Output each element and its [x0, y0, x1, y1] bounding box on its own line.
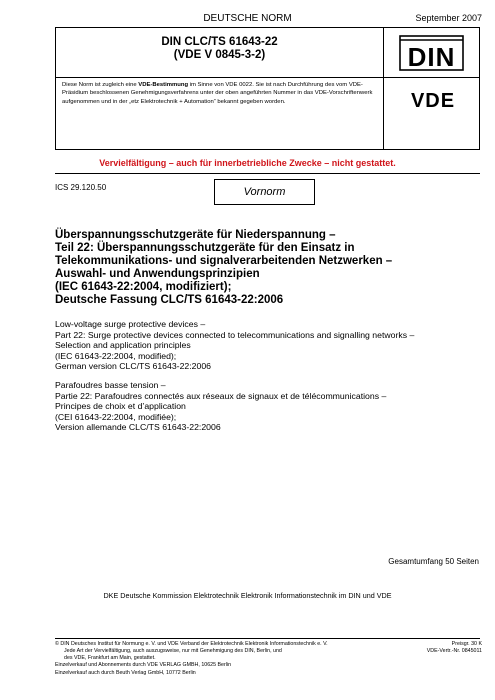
german-title-line: Überspannungsschutzgeräte für Niederspannung – — [55, 229, 336, 241]
english-title-line: Part 22: Surge protective devices connected to telecommunications and signalling networks – — [55, 329, 415, 340]
english-title-line: Low-voltage surge protective devices – — [55, 319, 206, 329]
vde-classification-number: (VDE V 0845-3-2) — [173, 49, 266, 61]
german-title — [55, 229, 480, 307]
french-title-line: Parafoudres basse tension – — [55, 380, 166, 390]
german-title-line: Teil 22: Überspannungsschutzgeräte für den Einsatz in — [55, 242, 355, 254]
price-group: Preisgr. 30 K — [451, 641, 482, 647]
copyright-notice — [55, 641, 385, 662]
din-logo-text: DIN — [407, 42, 456, 71]
din-logo — [399, 35, 464, 71]
notice-bold-term: VDE-Bestimmung — [138, 82, 189, 88]
english-title — [55, 319, 480, 372]
bottom-divider — [55, 638, 480, 639]
english-title-line: Selection and application principles — [55, 340, 191, 351]
price-info — [392, 641, 482, 655]
dke-committee: DKE Deutsche Kommission Elektrotechnik Elektronik Informationstechnik im DIN und VDE — [103, 591, 392, 600]
copyright-line: des VDE, Frankfurt am Main, gestattet. — [64, 655, 156, 661]
german-title-line: (IEC 61643-22:2004, modifiziert); — [55, 281, 232, 293]
title-block — [55, 28, 480, 150]
french-title-line: Partie 22: Parafoudres connectés aux réseaux de signaux et de télécommunications – — [55, 390, 387, 401]
english-title-line: (IEC 61643-22:2004, modified); — [55, 350, 177, 361]
german-title-line: Deutsche Fassung CLC/TS 61643-22:2006 — [55, 294, 284, 306]
vde-sales-number: VDE-Vertr.-Nr. 0845011 — [426, 648, 482, 654]
sales-line: Einzelverkauf und Abonnements durch VDE VERLAG GMBH, 10625 Berlin — [55, 662, 232, 668]
publication-date: September 2007 — [415, 13, 482, 23]
german-title-line: Telekommunikations- und signalverarbeitenden Netzwerken – — [55, 255, 393, 267]
vde-logo-text: VDE — [410, 90, 456, 110]
french-title-line: (CEI 61643-22:2004, modifiée); — [55, 411, 177, 422]
standard-number-block — [56, 36, 383, 62]
middle-divider — [55, 173, 480, 174]
total-pages: Gesamtumfang 50 Seiten — [388, 557, 479, 566]
german-title-line: Auswahl- und Anwendungsprinzipien — [55, 268, 260, 280]
french-title-line: Version allemande CLC/TS 61643-22:2006 — [55, 422, 221, 433]
vde-logo — [398, 89, 468, 110]
title-block-horizontal-divider — [56, 77, 480, 78]
status-box: Vornorm — [214, 179, 315, 205]
vde-notice — [62, 81, 378, 106]
english-title-line: German version CLC/TS 61643-22:2006 — [55, 361, 211, 372]
notice-text-end: im Sinne von VDE 0022. Sie ist nach Durchführung des vom VDE-Präsidium beschlossenen Genehmigungsverfahrens unter der oben angeführten Nummer in das VDE-Vorschriftenwerk aufgenommen und in der „etz Elektrotechnik + Automation“ bekannt gegeben worden. — [62, 82, 373, 105]
copyright-line: Jede Art der Vervielfältigung, auch auszugsweise, nur mit Genehmigung des DIN, Berlin, und — [64, 648, 282, 654]
standard-number: DIN CLC/TS 61643-22 — [161, 36, 278, 48]
notice-text-start: Diese Norm ist zugleich eine — [62, 82, 139, 88]
document-type-header: DEUTSCHE NORM — [203, 13, 292, 24]
copyright-line: © DIN Deutsches Institut für Normung e. V. und VDE Verband der Elektrotechnik Elektronik Informationstechnik e. V. — [55, 641, 328, 647]
french-title — [55, 380, 480, 433]
reproduction-warning: Vervielfältigung – auch für innerbetriebliche Zwecke – nicht gestattet. — [99, 158, 396, 168]
title-block-vertical-divider — [383, 28, 384, 149]
sales-line: Einzelverkauf auch durch Beuth Verlag GmbH, 10772 Berlin — [55, 670, 196, 676]
ics-code: ICS 29.120.50 — [55, 183, 107, 192]
french-title-line: Principes de choix et d’application — [55, 401, 186, 412]
sales-info — [55, 661, 385, 677]
